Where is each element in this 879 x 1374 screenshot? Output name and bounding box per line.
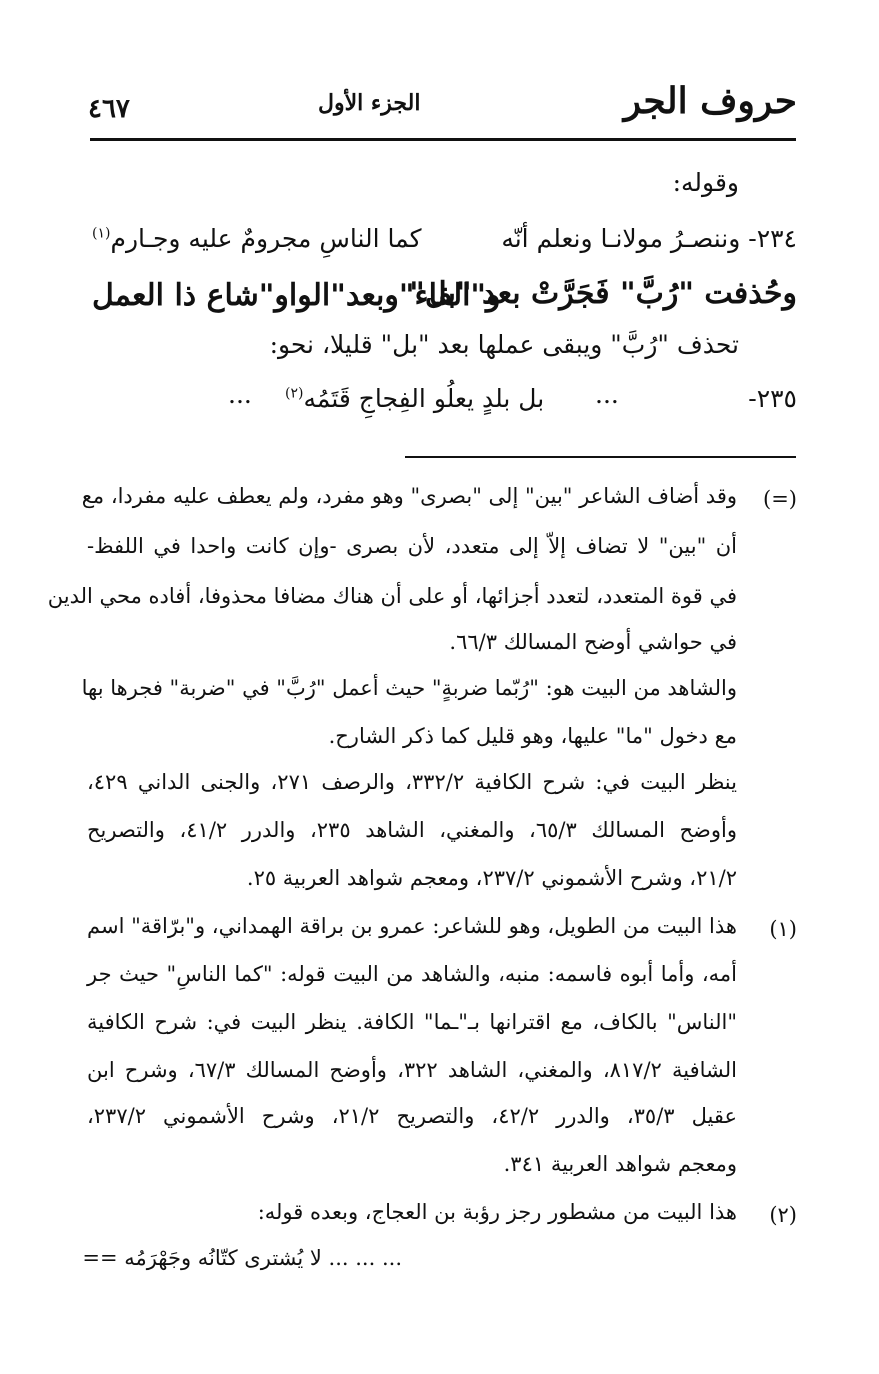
footnote-ref-1: (١) [92,225,111,242]
footnote-1-mark: (١) [769,917,797,941]
footnote-line: ٢١/٢، وشرح الأشموني ٢٣٧/٢، ومعجم شواهد العربية ٢٥. [246,866,737,890]
intro-line: وقوله: [672,168,739,197]
footnote-line: في قوة المتعدد، لتعدد أجزائها، أو على أن هناك مضافا محذوفا، أفاده محي الدين [47,584,737,608]
footnote-2-mark: (٢) [769,1203,797,1227]
footnote-line: وأوضح المسالك ٦٥/٣، والمغني، الشاهد ٢٣٥، والدرر ٤١/٢، والتصريح [87,818,737,842]
footnote-ref-2: (٢) [285,385,304,402]
footnote-line: ينظر البيت في: شرح الكافية ٣٣٢/٢، والرصف ٢٧١، والجنى الداني ٤٢٩، [87,770,737,794]
footnote-2-verse: ... ... ... لا يُشترى كتّانُه وجَهْرَمُه == [82,1246,402,1270]
explanation-line: تحذف "رُبَّ" ويبقى عملها بعد "بل" قليلا، نحو: [269,330,739,359]
footnote-continued-mark: (=) [763,487,797,511]
page-number: ٤٦٧ [88,94,130,124]
verse-235-text: بل بلدٍ يعلُو الفِجاجِ قَتَمُه [303,384,545,413]
running-title: حروف الجر [623,80,797,122]
footnote-line: عقيل ٣٥/٣، والدرر ٤٢/٢، والتصريح ٢١/٢، وشرح الأشموني ٢٣٧/٢، [87,1104,737,1128]
header-rule [90,138,796,141]
footnote-line: هذا البيت من مشطور رجز رؤبة بن العجاج، وبعده قوله: [257,1200,737,1224]
footnote-line: ومعجم شواهد العربية ٣٤١. [503,1152,737,1176]
alfiya-first-half: وحُذفت "رُبَّ" فَجَرَّتْ بعد "بل" [409,276,797,311]
verse-234-second-half [92,224,422,253]
footnote-line: والشاهد من البيت هو: "رُبّما ضربةٍ" حيث أعمل "رُبَّ" في "ضربة" فجرها بها [81,676,737,700]
verse-235-ellipsis-first: ... [595,380,619,409]
verse-235-number: ٢٣٥- [748,384,797,413]
footnote-line: مع دخول "ما" عليها، وهو قليل كما ذكر الشارح. [328,724,737,748]
footnote-line: في حواشي أوضح المسالك ٦٦/٣. [449,630,737,654]
footnote-separator [405,456,796,458]
verse-234-first-half: ٢٣٤- وننصـرُ مولانـا ونعلم أنّه [501,224,797,253]
footnote-line: الشافية ٨١٧/٢، والمغني، الشاهد ٣٢٢، وأوضح المسالك ٦٧/٣، وشرح ابن [87,1058,737,1082]
footnote-line: أن "بين" لا تضاف إلاّ إلى متعدد، لأن بصرى -وإن كانت واحدا في اللفظ- [87,534,737,558]
footnote-line: هذا البيت من الطويل، وهو للشاعر: عمرو بن براقة الهمداني، و"برّاقة" اسم [87,914,737,938]
alfiya-second-half: و"الفاء"وبعد"الواو"شاع ذا العمل [92,278,501,313]
footnote-line: "الناس" بالكاف، مع اقترانها بـ"ـما" الكافة. ينظر البيت في: شرح الكافية [87,1010,737,1034]
verse-235-half [285,384,544,413]
footnote-line: وقد أضاف الشاعر "بين" إلى "بصرى" وهو مفرد، ولم يعطف عليه مفردا، مع [81,484,737,508]
footnote-line: أمه، وأما أبوه فاسمه: منبه، والشاهد من البيت قوله: "كما الناسِ" حيث جر [87,962,737,986]
verse-234-text: كما الناسِ مجرومٌ عليه وجـارم [110,224,422,253]
verse-235-ellipsis-second: ... [228,380,252,409]
part-label: الجزء الأول [318,90,421,116]
